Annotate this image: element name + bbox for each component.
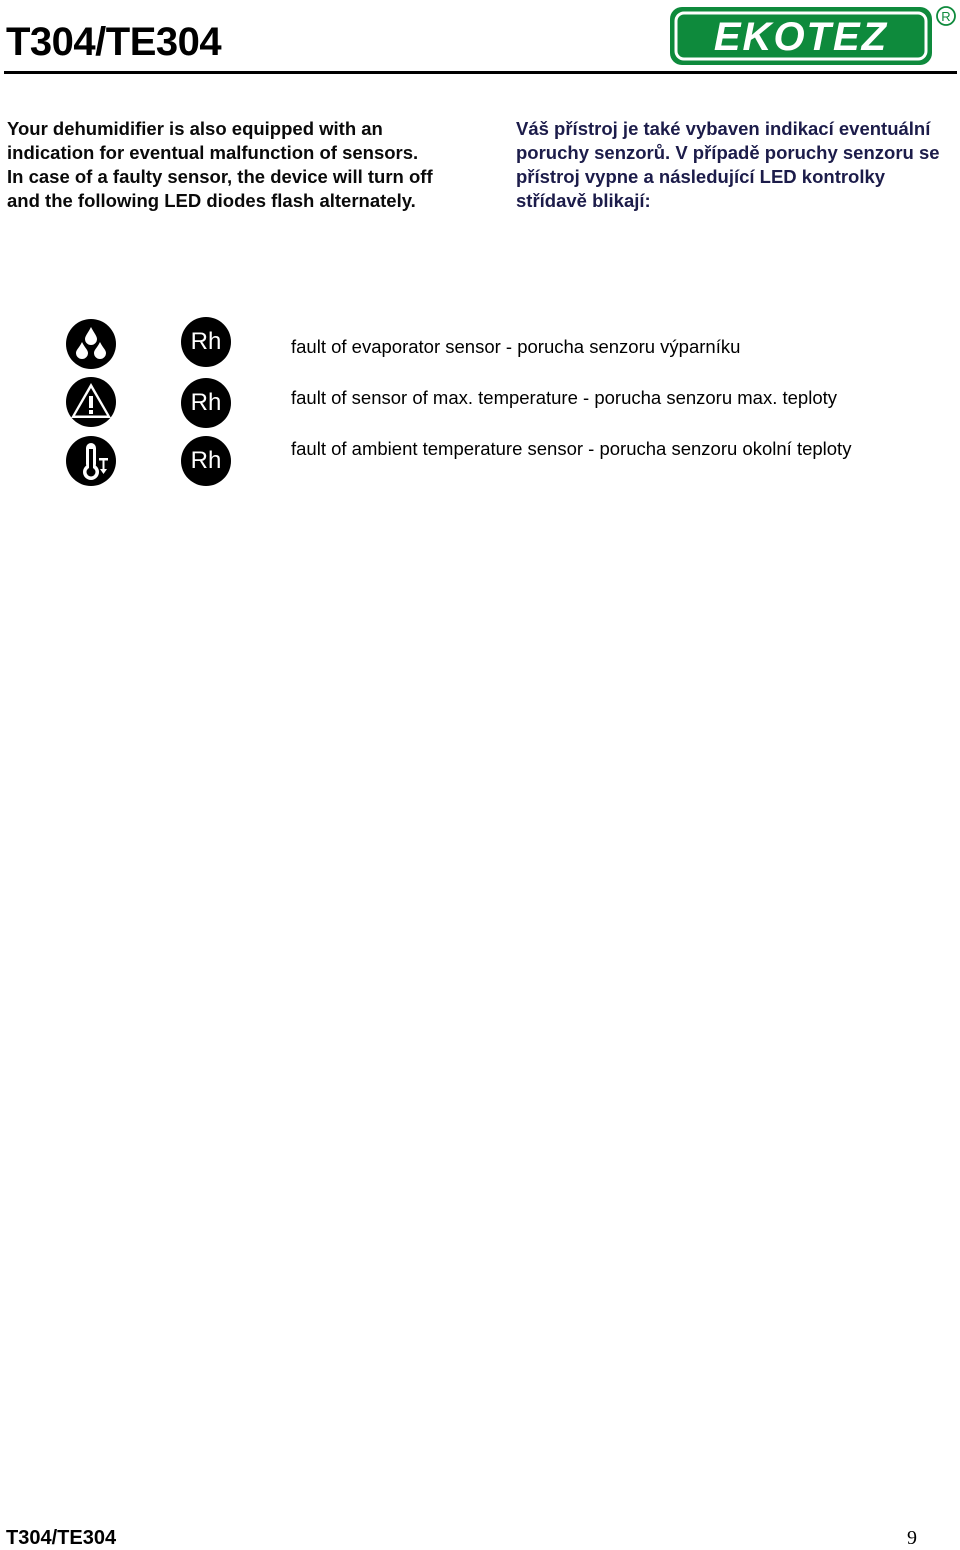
led-rh-3: Rh bbox=[181, 436, 231, 486]
intro-english: Your dehumidifier is also equipped with an indication for eventual malfunction of sensors. In case of a faulty sensor, the device will turn off and the following LED diodes flash alternately. bbox=[7, 118, 433, 211]
led-rh-2: Rh bbox=[181, 378, 231, 428]
page-title: T304/TE304 bbox=[6, 20, 222, 64]
fault-description-2: fault of sensor of max. temperature - porucha senzoru max. teploty bbox=[291, 387, 838, 408]
fault-description-1: fault of evaporator sensor - porucha senzoru výparníku bbox=[291, 336, 741, 357]
logo-text: EKOTEZ bbox=[713, 15, 889, 59]
fault-description-3: fault of ambient temperature sensor - porucha senzoru okolní teploty bbox=[291, 438, 852, 459]
warning-triangle-icon bbox=[65, 376, 117, 428]
ekotez-logo bbox=[668, 4, 958, 68]
header-rule bbox=[4, 71, 957, 74]
registered-mark: R bbox=[941, 9, 951, 24]
water-drops-icon bbox=[65, 318, 117, 370]
footer-model: T304/TE304 bbox=[6, 1527, 117, 1549]
thermometer-icon bbox=[65, 435, 117, 487]
page-number: 9 bbox=[907, 1527, 917, 1549]
led-rh-1: Rh bbox=[181, 317, 231, 367]
intro-czech: Váš přístroj je také vybaven indikací eventuální poruchy senzorů. V případě poruchy senzoru se přístroj vypne a následující LED kontrolky střídavě blikají: bbox=[516, 118, 940, 211]
